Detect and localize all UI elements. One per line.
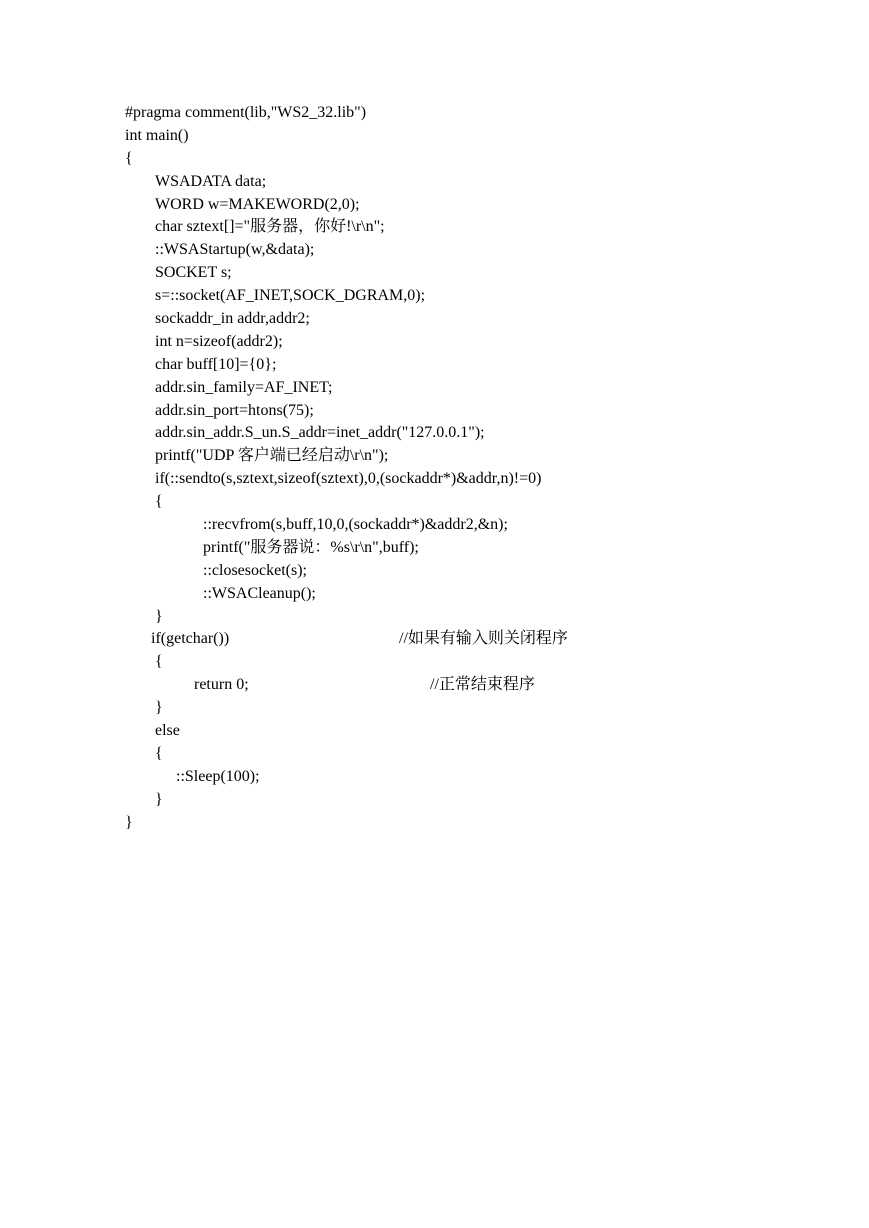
code-text: addr.sin_family=AF_INET; [155, 378, 333, 396]
code-line [125, 102, 825, 125]
code-line [125, 789, 825, 812]
code-line [125, 262, 825, 285]
code-text: } [155, 607, 163, 625]
code-line [125, 766, 825, 789]
code-line [125, 422, 825, 445]
code-line [125, 537, 825, 560]
code-text: addr.sin_addr.S_un.S_addr=inet_addr("127.0.0.1"); [155, 424, 485, 442]
code-listing [125, 102, 825, 835]
code-line [125, 308, 825, 331]
code-line [125, 651, 825, 674]
code-text: printf("服务器说：%s\r\n",buff); [203, 538, 419, 556]
code-text: } [155, 790, 163, 808]
code-line [125, 628, 825, 651]
code-line [125, 377, 825, 400]
code-line [125, 171, 825, 194]
code-text: { [125, 149, 133, 167]
code-comment: //如果有输入则关闭程序 [399, 630, 568, 648]
code-text: ::WSAStartup(w,&data); [155, 241, 315, 259]
code-line [125, 468, 825, 491]
code-line [125, 743, 825, 766]
code-line [125, 285, 825, 308]
code-line [125, 674, 825, 697]
code-line [125, 583, 825, 606]
code-line [125, 491, 825, 514]
code-comment: //正常结束程序 [430, 676, 535, 694]
code-text: { [155, 744, 163, 762]
code-text: WSADATA data; [155, 172, 267, 190]
code-text: ::WSACleanup(); [203, 584, 316, 602]
code-text: } [155, 699, 163, 717]
code-text: WORD w=MAKEWORD(2,0); [155, 195, 360, 213]
code-line [125, 125, 825, 148]
code-line [125, 331, 825, 354]
code-text: int main() [125, 126, 189, 144]
code-text: return 0; [194, 676, 249, 694]
code-line [125, 697, 825, 720]
code-line [125, 354, 825, 377]
code-text: { [155, 493, 163, 511]
code-text: #pragma comment(lib,"WS2_32.lib") [125, 104, 367, 121]
code-text: sockaddr_in addr,addr2; [155, 310, 310, 328]
code-text: else [155, 722, 180, 740]
code-line [125, 812, 825, 835]
code-text: if(::sendto(s,sztext,sizeof(sztext),0,(sockaddr*)&addr,n)!=0) [155, 470, 542, 488]
code-text: ::recvfrom(s,buff,10,0,(sockaddr*)&addr2,&n); [203, 516, 508, 534]
code-text: { [155, 653, 163, 671]
code-text: int n=sizeof(addr2); [155, 332, 283, 350]
code-text: char sztext[]="服务器，你好!\r\n"; [155, 218, 385, 236]
code-text: printf("UDP 客户端已经启动\r\n"); [155, 447, 389, 465]
code-text: } [125, 813, 133, 831]
code-line [125, 720, 825, 743]
code-text: ::Sleep(100); [176, 767, 260, 785]
code-line [125, 148, 825, 171]
code-line [125, 400, 825, 423]
code-line [125, 216, 825, 239]
code-line [125, 239, 825, 262]
code-text: if(getchar()) [151, 630, 230, 648]
code-line [125, 514, 825, 537]
code-text: addr.sin_port=htons(75); [155, 401, 314, 419]
code-text: s=::socket(AF_INET,SOCK_DGRAM,0); [155, 287, 426, 305]
code-line [125, 445, 825, 468]
code-line [125, 606, 825, 629]
code-text: SOCKET s; [155, 264, 232, 282]
code-text: ::closesocket(s); [203, 561, 307, 579]
code-text: char buff[10]={0}; [155, 355, 277, 373]
code-line [125, 560, 825, 583]
code-line [125, 194, 825, 217]
